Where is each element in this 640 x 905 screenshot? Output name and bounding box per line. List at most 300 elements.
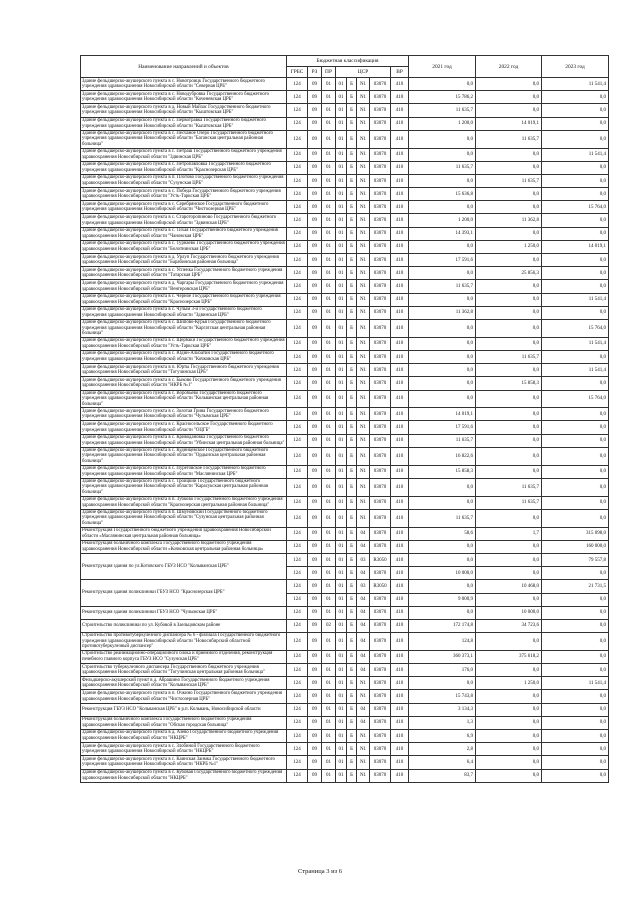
vr-cell: 410 (391, 690, 409, 703)
vr-cell: 410 (391, 267, 409, 280)
csr-part-1-cell: 01 (336, 478, 347, 496)
amount-2023-cell: 160 000,0 (542, 540, 609, 553)
grbs-cell: 124 (287, 390, 308, 408)
csr-part-2-cell: Б (347, 306, 357, 319)
vr-cell: 410 (391, 364, 409, 377)
csr-part-1-cell: 01 (336, 633, 347, 651)
csr-part-4-cell: 03070 (370, 267, 391, 280)
header-rz: РЗ (308, 67, 322, 78)
object-name: Здание фельдшерско-акушерского пункта в с. Петропавловка Государственного бюджетного учреждения здравоохранения Новосибирской области "Краснозерская ЦРБ" (81, 161, 287, 174)
object-name: Здание фельдшерско-акушерского пункта в с. Быково Государственного бюджетного учреждения здравоохранения Новосибирской области "НКРБ №1" (81, 377, 287, 390)
pr-cell: 01 (322, 716, 336, 729)
amount-2023-cell: 0,0 (542, 567, 609, 580)
pr-cell: 01 (322, 174, 336, 187)
csr-part-2-cell: Б (347, 161, 357, 174)
csr-part-3-cell: N1 (357, 337, 370, 350)
grbs-cell: 124 (287, 319, 308, 337)
object-name: Здание фельдшерско-акушерского пункта в с. Криводановка Государственного бюджетного учреждения здравоохранения Новосибирской области "Убинская центральная районная больница" (81, 434, 287, 447)
amount-2023-cell: 0,0 (542, 306, 609, 319)
csr-part-3-cell: N1 (357, 390, 370, 408)
csr-part-1-cell: 01 (336, 78, 347, 91)
vr-cell: 410 (391, 553, 409, 566)
header-2021: 2021 год (409, 56, 476, 78)
pr-cell: 01 (322, 606, 336, 619)
table-row (81, 729, 609, 742)
object-name: Здание фельдшерско-акушерского пункта в с. Красносельское Государственного бюджетного учреждения здравоохранения Новосибирской области "ОЦГБ" (81, 421, 287, 434)
amount-2023-cell: 0,0 (542, 377, 609, 390)
rz-cell: 09 (308, 619, 322, 632)
csr-part-3-cell: N1 (357, 254, 370, 267)
pr-cell: 01 (322, 540, 336, 553)
csr-part-2-cell: Б (347, 350, 357, 363)
csr-part-2-cell: Б (347, 408, 357, 421)
amount-2023-cell: 11 541,4 (542, 337, 609, 350)
amount-2022-cell: 11 635,7 (476, 130, 542, 148)
pr-cell: 01 (322, 421, 336, 434)
csr-part-4-cell: 03070 (370, 227, 391, 240)
csr-part-2-cell: Б (347, 593, 357, 606)
vr-cell: 410 (391, 716, 409, 729)
amount-2022-cell: 1,7 (476, 527, 542, 540)
rz-cell: 09 (308, 280, 322, 293)
pr-cell: 01 (322, 664, 336, 677)
grbs-cell: 124 (287, 496, 308, 509)
pr-cell: 01 (322, 350, 336, 363)
vr-cell: 410 (391, 78, 409, 91)
csr-part-4-cell: 03070 (370, 78, 391, 91)
amount-2023-cell: 0,0 (542, 729, 609, 742)
csr-part-3-cell: N1 (357, 729, 370, 742)
grbs-cell: 124 (287, 337, 308, 350)
csr-part-1-cell: 01 (336, 509, 347, 527)
amount-2022-cell: 0,0 (476, 254, 542, 267)
vr-cell: 410 (391, 377, 409, 390)
amount-2023-cell: 0,0 (542, 509, 609, 527)
pr-cell: 01 (322, 743, 336, 756)
rz-cell: 09 (308, 117, 322, 130)
amount-2022-cell: 0,0 (476, 690, 542, 703)
page-number: Страница 3 из 6 (297, 868, 343, 875)
amount-2021-cell: 0,0 (409, 174, 476, 187)
amount-2023-cell: 11 541,4 (542, 78, 609, 91)
pr-cell: 01 (322, 91, 336, 104)
csr-part-2-cell: Б (347, 703, 357, 716)
table-row (81, 677, 609, 690)
grbs-cell: 124 (287, 421, 308, 434)
amount-2022-cell: 10 468,0 (476, 580, 542, 593)
csr-part-1-cell: 01 (336, 174, 347, 187)
rz-cell: 09 (308, 421, 322, 434)
pr-cell: 01 (322, 364, 336, 377)
amount-2021-cell: 9 000,9 (409, 593, 476, 606)
amount-2023-cell: 0,0 (542, 690, 609, 703)
amount-2023-cell: 15 764,0 (542, 390, 609, 408)
amount-2023-cell: 0,0 (542, 434, 609, 447)
csr-part-4-cell: 03070 (370, 619, 391, 632)
table-row (81, 293, 609, 306)
rz-cell: 09 (308, 78, 322, 91)
csr-part-3-cell: N1 (357, 174, 370, 187)
csr-part-4-cell: 03070 (370, 254, 391, 267)
grbs-cell: 124 (287, 633, 308, 651)
table-row (81, 606, 609, 619)
csr-part-1-cell: 01 (336, 650, 347, 663)
amount-2023-cell: 0,0 (542, 408, 609, 421)
object-name: Здание фельдшерско-акушерского пункта в с. Песчаное Озеро Государственного бюджетного учреждения здравоохранения Новосибирской области "Баганская центральная районная больница" (81, 130, 287, 148)
table-row (81, 650, 609, 663)
header-2022: 2022 год (476, 56, 542, 78)
amount-2022-cell: 0,0 (476, 664, 542, 677)
rz-cell: 09 (308, 254, 322, 267)
amount-2022-cell: 0,0 (476, 280, 542, 293)
csr-part-1-cell: 01 (336, 254, 347, 267)
csr-part-4-cell: 03070 (370, 201, 391, 214)
rz-cell: 09 (308, 377, 322, 390)
amount-2021-cell: 17 591,6 (409, 421, 476, 434)
amount-2022-cell: 25 856,3 (476, 267, 542, 280)
amount-2023-cell: 11 541,4 (542, 148, 609, 161)
csr-part-1-cell: 01 (336, 104, 347, 117)
amount-2022-cell: 0,0 (476, 319, 542, 337)
csr-part-4-cell: 03070 (370, 364, 391, 377)
amount-2022-cell: 34 723,6 (476, 619, 542, 632)
table-row (81, 390, 609, 408)
object-name: Здание фельдшерско-акушерского пункта в с. Победа Государственного бюджетного учреждения здравоохранения Новосибирской области "Усть-Таркская ЦРБ" (81, 188, 287, 201)
csr-part-1-cell: 01 (336, 447, 347, 465)
csr-part-4-cell: 03070 (370, 633, 391, 651)
csr-part-3-cell: N1 (357, 267, 370, 280)
pr-cell: 01 (322, 769, 336, 782)
csr-part-1-cell: 01 (336, 188, 347, 201)
csr-part-1-cell: 01 (336, 703, 347, 716)
amount-2021-cell: 1 200,0 (409, 117, 476, 130)
amount-2023-cell: 0,0 (542, 188, 609, 201)
amount-2023-cell: 0,0 (542, 280, 609, 293)
table-row (81, 148, 609, 161)
csr-part-4-cell: 03070 (370, 148, 391, 161)
table-row (81, 364, 609, 377)
pr-cell: 01 (322, 306, 336, 319)
csr-part-1-cell: 01 (336, 553, 347, 566)
rz-cell: 09 (308, 364, 322, 377)
csr-part-2-cell: Б (347, 188, 357, 201)
object-name: Фельдшерско-акушерский пункт в д. Абрашино Государственного бюджетного учреждения здравоохранения Новосибирской области "Колыванская ЦРБ" (81, 677, 287, 690)
vr-cell: 410 (391, 319, 409, 337)
vr-cell: 410 (391, 390, 409, 408)
vr-cell: 410 (391, 593, 409, 606)
header-vr: ВР (391, 67, 409, 78)
pr-cell: 01 (322, 227, 336, 240)
csr-part-3-cell: N1 (357, 690, 370, 703)
csr-part-2-cell: Б (347, 619, 357, 632)
vr-cell: 410 (391, 350, 409, 363)
rz-cell: 09 (308, 593, 322, 606)
object-name: Здание фельдшерско-акушерского пункта в с. Каинская Заимка Государственного бюджетного учреждения здравоохранения Новосибирской области "НКРБ №1" (81, 756, 287, 769)
amount-2023-cell: 0,0 (542, 496, 609, 509)
csr-part-3-cell: N1 (357, 130, 370, 148)
csr-part-1-cell: 01 (336, 664, 347, 677)
csr-part-4-cell: 03070 (370, 130, 391, 148)
pr-cell: 01 (322, 527, 336, 540)
csr-part-4-cell: 03070 (370, 509, 391, 527)
amount-2023-cell: 0,0 (542, 633, 609, 651)
grbs-cell: 124 (287, 619, 308, 632)
csr-part-3-cell: N1 (357, 240, 370, 253)
amount-2023-cell: 0,0 (542, 267, 609, 280)
pr-cell: 01 (322, 478, 336, 496)
csr-part-3-cell: 04 (357, 540, 370, 553)
csr-part-2-cell: Б (347, 465, 357, 478)
amount-2021-cell: 0,0 (409, 201, 476, 214)
csr-part-1-cell: 01 (336, 267, 347, 280)
csr-part-4-cell: 03070 (370, 593, 391, 606)
csr-part-2-cell: Б (347, 633, 357, 651)
pr-cell: 01 (322, 267, 336, 280)
vr-cell: 410 (391, 677, 409, 690)
csr-part-3-cell: N1 (357, 447, 370, 465)
amount-2022-cell: 0,0 (476, 227, 542, 240)
object-name: Здание фельдшерско-акушерского пункта в с. Черное Государственного бюджетного учреждения здравоохранения Новосибирской области "Краснозерская ЦРБ" (81, 293, 287, 306)
csr-part-1-cell: 01 (336, 91, 347, 104)
amount-2022-cell: 0,0 (476, 553, 542, 566)
rz-cell: 09 (308, 227, 322, 240)
header-grbs: ГРБС (287, 67, 308, 78)
rz-cell: 09 (308, 201, 322, 214)
rz-cell: 09 (308, 729, 322, 742)
object-name: Здание фельдшерско-акушерского пункта в д. Чаргары Государственного бюджетного учреждения здравоохранения Новосибирской области "Венгеровская ЦРБ" (81, 280, 287, 293)
table-row (81, 161, 609, 174)
rz-cell: 09 (308, 188, 322, 201)
table-row (81, 716, 609, 729)
amount-2022-cell: 1 250,0 (476, 677, 542, 690)
csr-part-1-cell: 01 (336, 690, 347, 703)
csr-part-4-cell: 03070 (370, 161, 391, 174)
grbs-cell: 124 (287, 540, 308, 553)
csr-part-1-cell: 01 (336, 421, 347, 434)
vr-cell: 410 (391, 117, 409, 130)
grbs-cell: 124 (287, 593, 308, 606)
pr-cell: 01 (322, 729, 336, 742)
csr-part-3-cell: N1 (357, 306, 370, 319)
amount-2023-cell: 0,0 (542, 254, 609, 267)
rz-cell: 09 (308, 434, 322, 447)
amount-2022-cell: 1 250,0 (476, 240, 542, 253)
amount-2021-cell: 11 635,7 (409, 509, 476, 527)
pr-cell: 01 (322, 690, 336, 703)
rz-cell: 09 (308, 756, 322, 769)
vr-cell: 410 (391, 465, 409, 478)
csr-part-1-cell: 01 (336, 306, 347, 319)
table-row (81, 104, 609, 117)
rz-cell: 09 (308, 214, 322, 227)
csr-part-4-cell: 03070 (370, 350, 391, 363)
table-row (81, 553, 609, 566)
amount-2023-cell: 11 541,4 (542, 364, 609, 377)
pr-cell: 01 (322, 553, 336, 566)
amount-2021-cell: 0,0 (409, 78, 476, 91)
csr-part-2-cell: Б (347, 756, 357, 769)
pr-cell: 01 (322, 677, 336, 690)
grbs-cell: 124 (287, 306, 308, 319)
amount-2021-cell: 15 786,2 (409, 91, 476, 104)
csr-part-3-cell: N1 (357, 319, 370, 337)
amount-2023-cell: 0,0 (542, 174, 609, 187)
amount-2022-cell: 0,0 (476, 161, 542, 174)
csr-part-3-cell: N1 (357, 188, 370, 201)
object-name: Здание фельдшерско-акушерского пункта в с. Кудинцевское Государственного бюджетного учреждения здравоохранения Новосибирской области "Ордынская центральная районная больница" (81, 447, 287, 465)
grbs-cell: 124 (287, 280, 308, 293)
amount-2023-cell: 0,0 (542, 716, 609, 729)
amount-2021-cell: 0,0 (409, 478, 476, 496)
object-name: Здание фельдшерско-акушерского пункта в с. Щербаки Государственного бюджетного учреждения здравоохранения Новосибирской области "Усть-Таркская ЦРБ" (82, 338, 285, 349)
rz-cell: 09 (308, 408, 322, 421)
object-name: Реконструкция здания поликлиники ГБУЗ НСО "Чулымская ЦРБ" (81, 606, 287, 619)
rz-cell: 09 (308, 690, 322, 703)
rz-cell: 09 (308, 447, 322, 465)
object-name: Здание фельдшерско-акушерского пункта в с. Кубовая Государственного бюджетного учреждения здравоохранения Новосибирской области "НКЦРБ" (81, 769, 287, 782)
budget-table (80, 55, 609, 783)
rz-cell: 09 (308, 553, 322, 566)
grbs-cell: 124 (287, 117, 308, 130)
csr-part-4-cell: 03070 (370, 606, 391, 619)
amount-2022-cell: 15 858,3 (476, 377, 542, 390)
csr-part-1-cell: 01 (336, 677, 347, 690)
grbs-cell: 124 (287, 350, 308, 363)
object-name: Здание фельдшерско-акушерского пункта в с. Первотравка Государственного бюджетного учреждения здравоохранения Новосибирской области "Кыштовская ЦРБ" (81, 117, 287, 130)
grbs-cell: 124 (287, 174, 308, 187)
csr-part-4-cell: 03070 (370, 664, 391, 677)
table-row (81, 117, 609, 130)
csr-part-2-cell: Б (347, 364, 357, 377)
csr-part-4-cell: 03070 (370, 104, 391, 117)
amount-2022-cell: 0,0 (476, 756, 542, 769)
grbs-cell: 124 (287, 743, 308, 756)
grbs-cell: 124 (287, 703, 308, 716)
rz-cell: 09 (308, 580, 322, 593)
csr-part-1-cell: 01 (336, 580, 347, 593)
object-name: Здание фельдшерско-акушерского пункта в с. Турнаево Государственного бюджетного учреждения здравоохранения Новосибирской области "Болотнинская ЦРБ" (82, 241, 285, 252)
csr-part-4-cell: 03070 (370, 306, 391, 319)
amount-2021-cell: 0,0 (409, 350, 476, 363)
pr-cell: 01 (322, 633, 336, 651)
table-row (81, 377, 609, 390)
csr-part-2-cell: Б (347, 434, 357, 447)
csr-part-4-cell: 03070 (370, 293, 391, 306)
vr-cell: 410 (391, 421, 409, 434)
header-name: Наименование направлений и объектов (81, 56, 287, 78)
grbs-cell: 124 (287, 567, 308, 580)
csr-part-3-cell: N1 (357, 377, 370, 390)
object-name: Здание фельдшерско-акушерского пункта в п. Очкино Государственного бюджетного учреждения здравоохранения Новосибирской области "Чистоозерная ЦРБ" (81, 690, 287, 703)
header-csr: ЦСР (336, 67, 391, 78)
vr-cell: 410 (391, 104, 409, 117)
csr-part-1-cell: 01 (336, 434, 347, 447)
grbs-cell: 124 (287, 677, 308, 690)
csr-part-2-cell: Б (347, 91, 357, 104)
vr-cell: 410 (391, 729, 409, 742)
csr-part-3-cell: N1 (357, 227, 370, 240)
csr-part-2-cell: Б (347, 117, 357, 130)
amount-2023-cell: 11 541,4 (542, 293, 609, 306)
amount-2021-cell: 360 373,1 (409, 650, 476, 663)
amount-2021-cell: 6,4 (409, 756, 476, 769)
table-row (81, 408, 609, 421)
vr-cell: 410 (391, 280, 409, 293)
csr-part-1-cell: 01 (336, 619, 347, 632)
csr-part-4-cell: 03070 (370, 496, 391, 509)
csr-part-1-cell: 01 (336, 606, 347, 619)
table-row (81, 478, 609, 496)
csr-part-4-cell: 03070 (370, 377, 391, 390)
csr-part-3-cell: N1 (357, 104, 370, 117)
csr-part-3-cell: N1 (357, 769, 370, 782)
pr-cell: 01 (322, 188, 336, 201)
csr-part-3-cell: 03 (357, 553, 370, 566)
csr-part-3-cell: N1 (357, 743, 370, 756)
csr-part-2-cell: Б (347, 677, 357, 690)
csr-part-2-cell: Б (347, 377, 357, 390)
amount-2022-cell: 0,0 (476, 104, 542, 117)
object-name: Здание фельдшерско-акушерского пункта в с. Успенка Государственного бюджетного учреждения здравоохранения Новосибирской области "Татарская ЦРБ" (81, 267, 287, 280)
table-row (81, 337, 609, 350)
amount-2022-cell: 11 635,7 (476, 478, 542, 496)
object-name: Здание фельдшерско-акушерского пункта в с. Злобиной Государственного бюджетного учреждения здравоохранения Новосибирской области "НКЦРБ" (81, 743, 287, 756)
csr-part-4-cell: 03070 (370, 337, 391, 350)
vr-cell: 410 (391, 567, 409, 580)
amount-2023-cell: 0,0 (542, 130, 609, 148)
vr-cell: 410 (391, 130, 409, 148)
csr-part-1-cell: 01 (336, 465, 347, 478)
csr-part-1-cell: 01 (336, 240, 347, 253)
csr-part-1-cell: 01 (336, 293, 347, 306)
csr-part-3-cell: 04 (357, 606, 370, 619)
rz-cell: 09 (308, 130, 322, 148)
grbs-cell: 124 (287, 148, 308, 161)
csr-part-3-cell: N1 (357, 509, 370, 527)
table-row (81, 240, 609, 253)
csr-part-3-cell: N1 (357, 434, 370, 447)
amount-2023-cell: 0,0 (542, 91, 609, 104)
object-name: Здание фельдшерско-акушерского пункта в с. Шипово-Курья Государственного бюджетного учреждения здравоохранения Новосибирской области "Каргатская центральная районная больница" (81, 319, 287, 337)
csr-part-4-cell: 03070 (370, 769, 391, 782)
amount-2022-cell: 11 635,7 (476, 496, 542, 509)
grbs-cell: 124 (287, 78, 308, 91)
amount-2022-cell: 0,0 (476, 188, 542, 201)
amount-2023-cell: 0,0 (542, 478, 609, 496)
amount-2021-cell: 1 200,0 (409, 214, 476, 227)
grbs-cell: 124 (287, 364, 308, 377)
csr-part-2-cell: Б (347, 606, 357, 619)
csr-part-1-cell: 01 (336, 280, 347, 293)
csr-part-2-cell: Б (347, 293, 357, 306)
budget-table-sheet (80, 55, 608, 783)
rz-cell: 09 (308, 390, 322, 408)
csr-part-1-cell: 01 (336, 364, 347, 377)
amount-2021-cell: 0,0 (409, 364, 476, 377)
rz-cell: 09 (308, 743, 322, 756)
csr-part-2-cell: Б (347, 567, 357, 580)
pr-cell: 01 (322, 201, 336, 214)
csr-part-3-cell: N1 (357, 293, 370, 306)
amount-2021-cell: 0,0 (409, 267, 476, 280)
csr-part-4-cell: 03070 (370, 91, 391, 104)
pr-cell: 01 (322, 593, 336, 606)
csr-part-4-cell: 03070 (370, 465, 391, 478)
csr-part-1-cell: 01 (336, 567, 347, 580)
amount-2021-cell: 0,0 (409, 319, 476, 337)
grbs-cell: 124 (287, 201, 308, 214)
csr-part-3-cell: 04 (357, 567, 370, 580)
